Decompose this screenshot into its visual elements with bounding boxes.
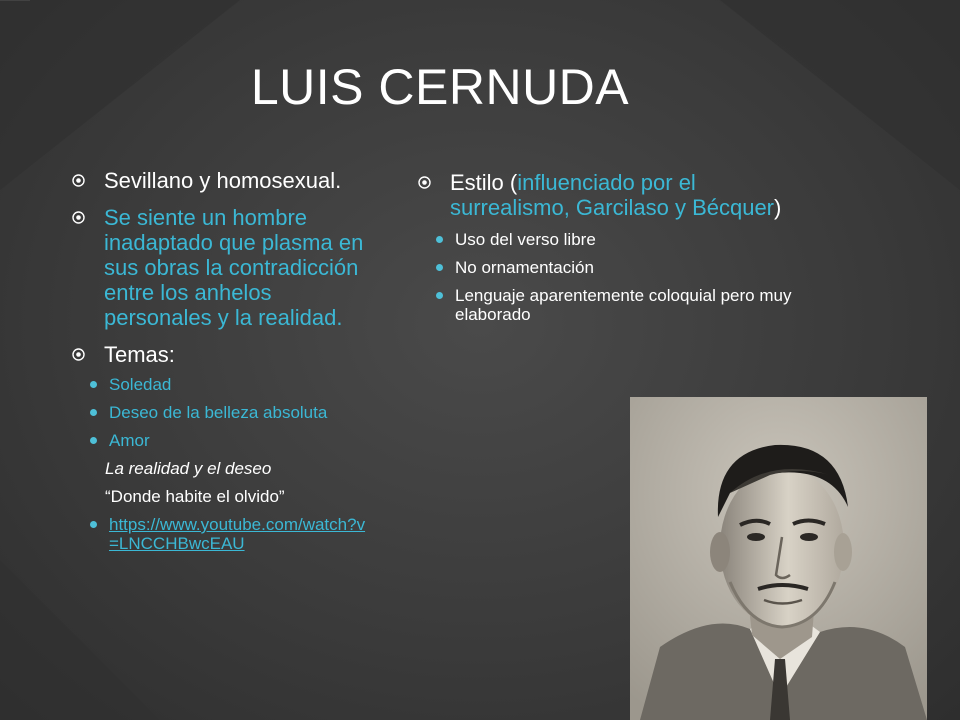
circle-bullet-icon [418, 176, 431, 189]
right-column [418, 170, 798, 333]
dot-bullet-icon [90, 409, 97, 416]
circle-bullet-icon [72, 211, 85, 224]
tema-item-text: Amor [109, 431, 150, 450]
estilo-item-text: No ornamentación [455, 258, 594, 277]
dot-bullet-icon [90, 521, 97, 528]
dot-bullet-icon [436, 292, 443, 299]
bullet-origin [72, 168, 372, 193]
bullet-inadaptado-text: Se siente un hombre inadaptado que plasma en sus obras la contradicción entre los anhelos personales y la realidad. [104, 205, 364, 330]
work-title-quoted: “Donde habite el olvido” [105, 487, 285, 506]
slide-title: LUIS CERNUDA [250, 59, 630, 115]
tema-item [72, 403, 372, 422]
portrait-photo-icon [630, 397, 927, 720]
bullet-origin-text: Sevillano y homosexual. [104, 168, 342, 193]
estilo-prefix: Estilo ( [450, 170, 518, 195]
estilo-item [418, 230, 798, 249]
estilo-item-text: Uso del verso libre [455, 230, 596, 249]
tema-item [72, 431, 372, 450]
youtube-link[interactable]: https://www.youtube.com/watch?v=LNCCHBwcEAU [109, 515, 366, 553]
portrait-photo [630, 397, 927, 720]
youtube-link-item [72, 515, 372, 553]
dot-bullet-icon [90, 437, 97, 444]
left-column [72, 168, 372, 562]
bullet-temas-text: Temas: [104, 342, 175, 367]
circle-bullet-icon [72, 348, 85, 361]
estilo-suffix: ) [774, 195, 782, 220]
dot-bullet-icon [90, 381, 97, 388]
tema-item [72, 375, 372, 394]
bullet-temas [72, 342, 372, 367]
tema-item-text: Soledad [109, 375, 172, 394]
dot-bullet-icon [436, 236, 443, 243]
estilo-item-text: Lenguaje aparentemente coloquial pero muy elaborado [455, 286, 792, 324]
dot-bullet-icon [436, 264, 443, 271]
tema-item-text: Deseo de la belleza absoluta [109, 403, 328, 422]
work-title: La realidad y el deseo [105, 459, 272, 478]
bullet-inadaptado [72, 205, 372, 330]
estilo-highlight: influenciado por el surrealismo, Garcilaso y Bécquer [450, 170, 775, 220]
bullet-estilo [418, 170, 798, 220]
circle-bullet-icon [72, 174, 85, 187]
estilo-item [418, 258, 798, 277]
estilo-item [418, 286, 798, 324]
